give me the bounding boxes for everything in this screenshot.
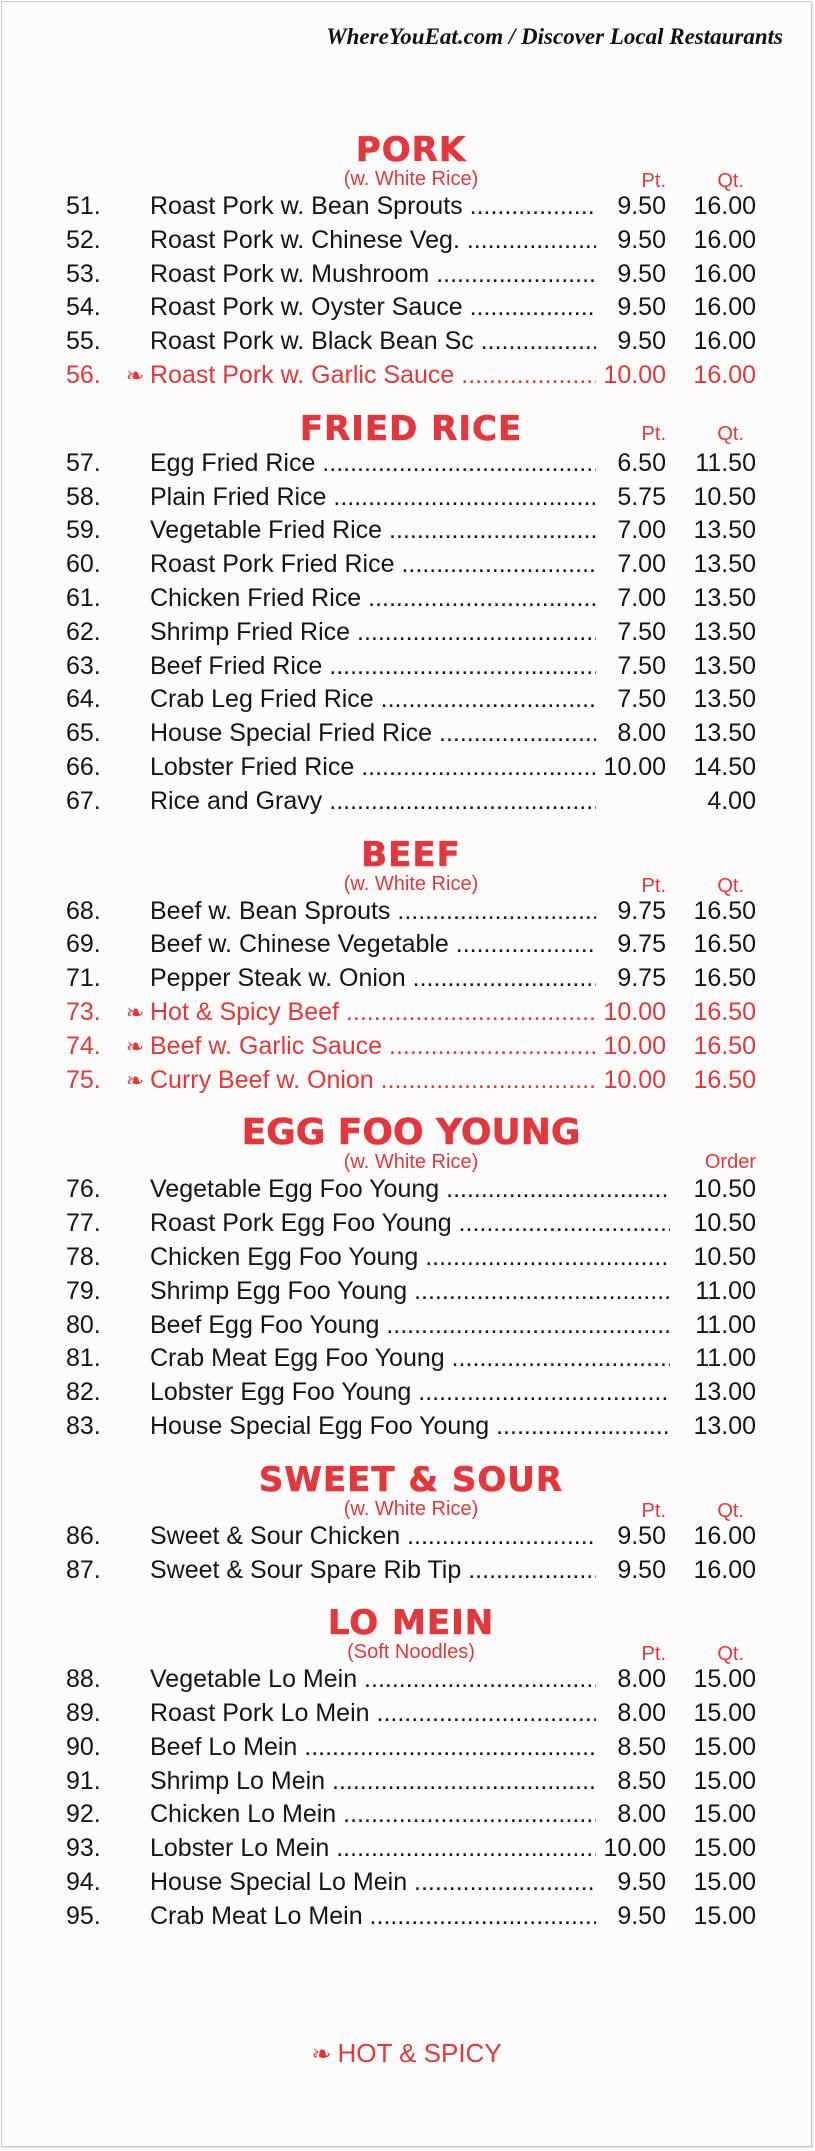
item-name: Roast Pork w. Oyster Sauce .....: [150, 291, 596, 325]
item-name: Crab Leg Fried Rice .....: [150, 683, 596, 717]
item-name: Vegetable Lo Mein .....: [150, 1663, 596, 1697]
item-number: 95.: [66, 1901, 101, 1930]
item-price-qt: 13.50: [693, 617, 756, 646]
menu-item: [66, 717, 756, 751]
item-price-order: 13.00: [693, 1378, 756, 1407]
item-price-qt: 13.50: [693, 651, 756, 680]
item-price-pt: 9.50: [617, 293, 666, 322]
item-number: 74.: [66, 1031, 101, 1060]
column-header-qt: Qt.: [717, 422, 744, 445]
menu-item: [66, 1309, 756, 1343]
item-price-qt: 13.50: [693, 516, 756, 545]
column-header-qt: Qt.: [717, 170, 744, 192]
menu-item: [66, 1765, 756, 1799]
item-number: 77.: [66, 1209, 101, 1238]
item-price-qt: 16.50: [693, 930, 756, 959]
menu-item: [66, 291, 756, 325]
section-subheader-pork: [66, 168, 756, 190]
column-header-order: Order: [704, 1151, 756, 1174]
item-price-order: 10.50: [693, 1175, 756, 1204]
column-header-pt: Pt.: [641, 170, 666, 192]
item-name: Rice and Gravy .....: [150, 785, 596, 819]
item-name: Beef w. Garlic Sauce .....: [150, 1030, 596, 1064]
item-name: Chicken Lo Mein .....: [150, 1798, 596, 1832]
item-price-qt: 16.00: [693, 1521, 756, 1550]
section-title-egg-foo-young: EGG FOO YOUNG: [241, 1112, 581, 1154]
menu-item: [66, 325, 756, 359]
item-name: Roast Pork w. Garlic Sauce .....: [150, 359, 596, 393]
item-price-pt: 10.00: [603, 1031, 666, 1060]
item-price-pt: 7.50: [617, 617, 666, 646]
menu-item: [66, 751, 756, 785]
item-name: House Special Fried Rice .....: [150, 717, 596, 751]
item-number: 59.: [66, 516, 101, 545]
legend-label: HOT & SPICY: [337, 2038, 502, 2068]
item-name: Roast Pork w. Bean Sprouts .....: [150, 190, 596, 224]
menu-item: [66, 616, 756, 650]
item-price-order: 10.50: [693, 1209, 756, 1238]
item-price-qt: 15.00: [693, 1766, 756, 1795]
item-price-qt: 10.50: [693, 482, 756, 511]
menu-item: [66, 481, 756, 515]
item-number: 88.: [66, 1665, 101, 1694]
item-number: 60.: [66, 550, 101, 579]
item-price-pt: 7.50: [617, 685, 666, 714]
item-price-pt: 9.50: [617, 1868, 666, 1897]
menu-page: [1, 1, 812, 2147]
item-price-pt: 9.50: [617, 259, 666, 288]
item-price-qt: 13.50: [693, 550, 756, 579]
item-price-pt: 8.00: [617, 1800, 666, 1829]
item-number: 58.: [66, 482, 101, 511]
item-name: Crab Meat Lo Mein .....: [150, 1900, 596, 1934]
item-number: 54.: [66, 293, 101, 322]
item-number: 91.: [66, 1766, 101, 1795]
item-price-pt: 9.50: [617, 327, 666, 356]
menu-item: [66, 1832, 756, 1866]
item-price-qt: 16.50: [693, 896, 756, 925]
menu-body: [66, 132, 756, 1934]
item-price-pt: 9.50: [617, 225, 666, 254]
chili-pepper-icon: ❧: [125, 362, 145, 388]
item-number: 73.: [66, 997, 101, 1026]
item-price-order: 11.00: [695, 1310, 756, 1339]
menu-item: [66, 962, 756, 996]
section-title-fried-rice: FRIED RICE: [299, 408, 523, 449]
item-number: 53.: [66, 259, 101, 288]
menu-item: [66, 1275, 756, 1309]
item-price-qt: 13.50: [693, 719, 756, 748]
section-title-beef: BEEF: [361, 834, 461, 875]
site-header[interactable]: WhereYouEat.com / Discover Local Restaurants: [326, 24, 783, 49]
menu-item: [66, 447, 756, 481]
item-price-qt: 16.50: [693, 1065, 756, 1094]
menu-item: [66, 1342, 756, 1376]
menu-item: [66, 190, 756, 224]
menu-item-spicy: [66, 1064, 756, 1098]
item-price-pt: 7.00: [617, 550, 666, 579]
section-subheader-lo-mein: [66, 1641, 756, 1666]
section-subheader-beef: [66, 873, 756, 895]
item-price-qt: 16.50: [693, 964, 756, 993]
item-number: 90.: [66, 1732, 101, 1761]
menu-item: [66, 1520, 756, 1554]
item-price-order: 11.00: [695, 1276, 756, 1305]
item-number: 62.: [66, 617, 101, 646]
item-price-pt: 9.50: [617, 1555, 666, 1584]
menu-item: [66, 1697, 756, 1731]
item-number: 55.: [66, 327, 101, 356]
item-number: 78.: [66, 1242, 101, 1271]
item-number: 57.: [66, 448, 101, 477]
section-subtitle-sweet-sour: (w. White Rice): [343, 1497, 479, 1520]
item-price-qt: 15.00: [693, 1732, 756, 1761]
item-name: House Special Lo Mein .....: [150, 1866, 596, 1900]
menu-item: [66, 650, 756, 684]
menu-item: [66, 895, 756, 929]
item-number: 80.: [66, 1310, 101, 1339]
chili-pepper-icon: ❧: [311, 2041, 332, 2068]
item-name: Roast Pork Egg Foo Young .....: [150, 1207, 670, 1241]
item-price-qt: 16.00: [693, 225, 756, 254]
item-price-pt: 8.50: [617, 1732, 666, 1761]
item-number: 86.: [66, 1521, 101, 1550]
section-subtitle-egg-foo-young: (w. White Rice): [343, 1151, 479, 1174]
section-subtitle-lo-mein: (Soft Noodles): [347, 1641, 475, 1664]
item-number: 92.: [66, 1800, 101, 1829]
chili-pepper-icon: ❧: [125, 1067, 145, 1093]
menu-item: [66, 683, 756, 717]
item-price-qt: 15.00: [693, 1901, 756, 1930]
item-price-pt: 7.00: [617, 583, 666, 612]
item-price-pt: 5.75: [617, 482, 666, 511]
chili-pepper-icon: ❧: [125, 1033, 145, 1059]
item-name: Beef Egg Foo Young .....: [150, 1309, 670, 1343]
item-number: 94.: [66, 1868, 101, 1897]
column-header-pt: Pt.: [641, 1499, 666, 1522]
item-name: Beef w. Chinese Vegetable .....: [150, 928, 596, 962]
item-number: 79.: [66, 1276, 101, 1305]
item-number: 61.: [66, 583, 101, 612]
item-name: Roast Pork w. Black Bean Sc .....: [150, 325, 596, 359]
item-name: Shrimp Egg Foo Young .....: [150, 1275, 670, 1309]
item-name: Vegetable Fried Rice .....: [150, 514, 596, 548]
item-price-qt: 16.00: [693, 259, 756, 288]
item-name: Chicken Fried Rice .....: [150, 582, 596, 616]
item-price-pt: 9.50: [617, 1901, 666, 1930]
chili-pepper-icon: ❧: [125, 999, 145, 1025]
menu-item: [66, 514, 756, 548]
menu-item: [66, 1663, 756, 1697]
item-name: Plain Fried Rice .....: [150, 481, 596, 515]
item-price-pt: 9.50: [617, 192, 666, 220]
item-number: 67.: [66, 786, 101, 815]
item-price-qt: 14.50: [693, 752, 756, 781]
section-title-lo-mein: LO MEIN: [327, 1603, 495, 1644]
menu-item: [66, 258, 756, 292]
menu-item: [66, 1241, 756, 1275]
item-number: 81.: [66, 1344, 101, 1373]
item-price-pt: 7.50: [617, 651, 666, 680]
item-price-qt: 16.00: [693, 327, 756, 356]
item-name: Crab Meat Egg Foo Young .....: [150, 1342, 670, 1376]
section-title-sweet-sour: SWEET & SOUR: [258, 1459, 564, 1500]
menu-item: [66, 1207, 756, 1241]
item-name: Egg Fried Rice .....: [150, 447, 596, 481]
item-price-qt: 16.50: [693, 1031, 756, 1060]
item-price-pt: 10.00: [603, 997, 666, 1026]
item-price-pt: 9.75: [617, 964, 666, 993]
menu-item: [66, 1866, 756, 1900]
item-price-pt: 9.75: [617, 930, 666, 959]
column-header-qt: Qt.: [717, 1499, 744, 1522]
column-header-qt: Qt.: [717, 1643, 744, 1666]
item-price-qt: 15.00: [693, 1868, 756, 1897]
item-price-pt: 7.00: [617, 516, 666, 545]
menu-item: [66, 1798, 756, 1832]
item-price-qt: 15.00: [693, 1665, 756, 1694]
item-price-pt: 8.00: [617, 1699, 666, 1728]
item-price-qt: 4.00: [707, 786, 756, 815]
item-number: 76.: [66, 1175, 101, 1204]
menu-item: [66, 1173, 756, 1207]
item-name: Vegetable Egg Foo Young .....: [150, 1173, 670, 1207]
column-header-pt: Pt.: [641, 874, 666, 897]
item-name: Lobster Lo Mein .....: [150, 1832, 596, 1866]
item-name: Beef w. Bean Sprouts .....: [150, 895, 596, 929]
item-price-order: 13.00: [693, 1411, 756, 1440]
item-price-pt: 6.50: [617, 448, 666, 477]
item-name: Shrimp Fried Rice .....: [150, 616, 596, 650]
item-price-qt: 16.00: [693, 1555, 756, 1584]
menu-item: [66, 548, 756, 582]
menu-item-spicy: [66, 359, 756, 393]
item-number: 51.: [66, 192, 101, 220]
item-number: 75.: [66, 1065, 101, 1094]
item-number: 68.: [66, 896, 101, 925]
item-price-pt: 10.00: [603, 752, 666, 781]
menu-item: [66, 1731, 756, 1765]
item-name: House Special Egg Foo Young .....: [150, 1410, 670, 1444]
item-price-order: 10.50: [693, 1242, 756, 1271]
section-header-fried-rice: [66, 408, 756, 449]
menu-item: [66, 785, 756, 819]
item-name: Roast Pork Fried Rice .....: [150, 548, 596, 582]
item-name: Sweet & Sour Chicken .....: [150, 1520, 596, 1554]
item-name: Roast Pork w. Chinese Veg. .....: [150, 224, 596, 258]
menu-item: [66, 1554, 756, 1588]
menu-item: [66, 224, 756, 258]
item-number: 63.: [66, 651, 101, 680]
column-header-qt: Qt.: [717, 874, 744, 897]
item-name: Lobster Egg Foo Young .....: [150, 1376, 670, 1410]
item-price-qt: 11.50: [695, 448, 756, 477]
item-name: Hot & Spicy Beef .....: [150, 996, 596, 1030]
item-price-pt: 9.75: [617, 896, 666, 925]
hot-spicy-legend: [2, 2038, 811, 2069]
item-number: 83.: [66, 1411, 101, 1440]
item-number: 87.: [66, 1555, 101, 1584]
item-price-pt: 8.00: [617, 719, 666, 748]
item-name: Chicken Egg Foo Young .....: [150, 1241, 670, 1275]
item-price-pt: 8.50: [617, 1766, 666, 1795]
item-name: Beef Lo Mein .....: [150, 1731, 596, 1765]
item-name: Beef Fried Rice .....: [150, 650, 596, 684]
item-name: Lobster Fried Rice .....: [150, 751, 596, 785]
item-number: 64.: [66, 685, 101, 714]
item-price-pt: 10.00: [603, 1065, 666, 1094]
section-subheader-egg-foo-young: [66, 1151, 756, 1173]
item-price-order: 11.00: [695, 1344, 756, 1373]
menu-item-spicy: [66, 996, 756, 1030]
item-price-qt: 16.00: [693, 293, 756, 322]
section-subheader-sweet-sour: [66, 1498, 756, 1520]
item-price-qt: 16.00: [693, 360, 756, 389]
menu-item: [66, 1376, 756, 1410]
item-name: Pepper Steak w. Onion .....: [150, 962, 596, 996]
item-number: 82.: [66, 1378, 101, 1407]
item-number: 56.: [66, 360, 101, 389]
section-subtitle-pork: (w. White Rice): [343, 168, 479, 190]
menu-item-spicy: [66, 1030, 756, 1064]
item-number: 71.: [66, 964, 101, 993]
item-price-pt: 10.00: [603, 360, 666, 389]
item-name: Shrimp Lo Mein .....: [150, 1765, 596, 1799]
section-subtitle-beef: (w. White Rice): [343, 872, 479, 895]
item-price-pt: 9.50: [617, 1521, 666, 1550]
item-price-qt: 15.00: [693, 1800, 756, 1829]
item-name: Roast Pork w. Mushroom .....: [150, 258, 596, 292]
item-price-qt: 13.50: [693, 685, 756, 714]
item-price-qt: 16.00: [693, 192, 756, 220]
item-name: Sweet & Sour Spare Rib Tip .....: [150, 1554, 596, 1588]
item-price-pt: 10.00: [603, 1834, 666, 1863]
column-header-pt: Pt.: [641, 422, 666, 445]
item-number: 69.: [66, 930, 101, 959]
menu-item: [66, 928, 756, 962]
menu-item: [66, 1410, 756, 1444]
item-price-qt: 13.50: [693, 583, 756, 612]
menu-item: [66, 1900, 756, 1934]
item-number: 89.: [66, 1699, 101, 1728]
item-price-qt: 16.50: [693, 997, 756, 1026]
item-price-pt: 8.00: [617, 1665, 666, 1694]
item-name: Curry Beef w. Onion .....: [150, 1064, 596, 1098]
section-title-pork: PORK: [355, 130, 467, 170]
item-price-qt: 15.00: [693, 1834, 756, 1863]
item-name: Roast Pork Lo Mein .....: [150, 1697, 596, 1731]
item-price-qt: 15.00: [693, 1699, 756, 1728]
item-number: 93.: [66, 1834, 101, 1863]
item-number: 52.: [66, 225, 101, 254]
column-header-pt: Pt.: [641, 1643, 666, 1666]
item-number: 65.: [66, 719, 101, 748]
item-number: 66.: [66, 752, 101, 781]
menu-item: [66, 582, 756, 616]
